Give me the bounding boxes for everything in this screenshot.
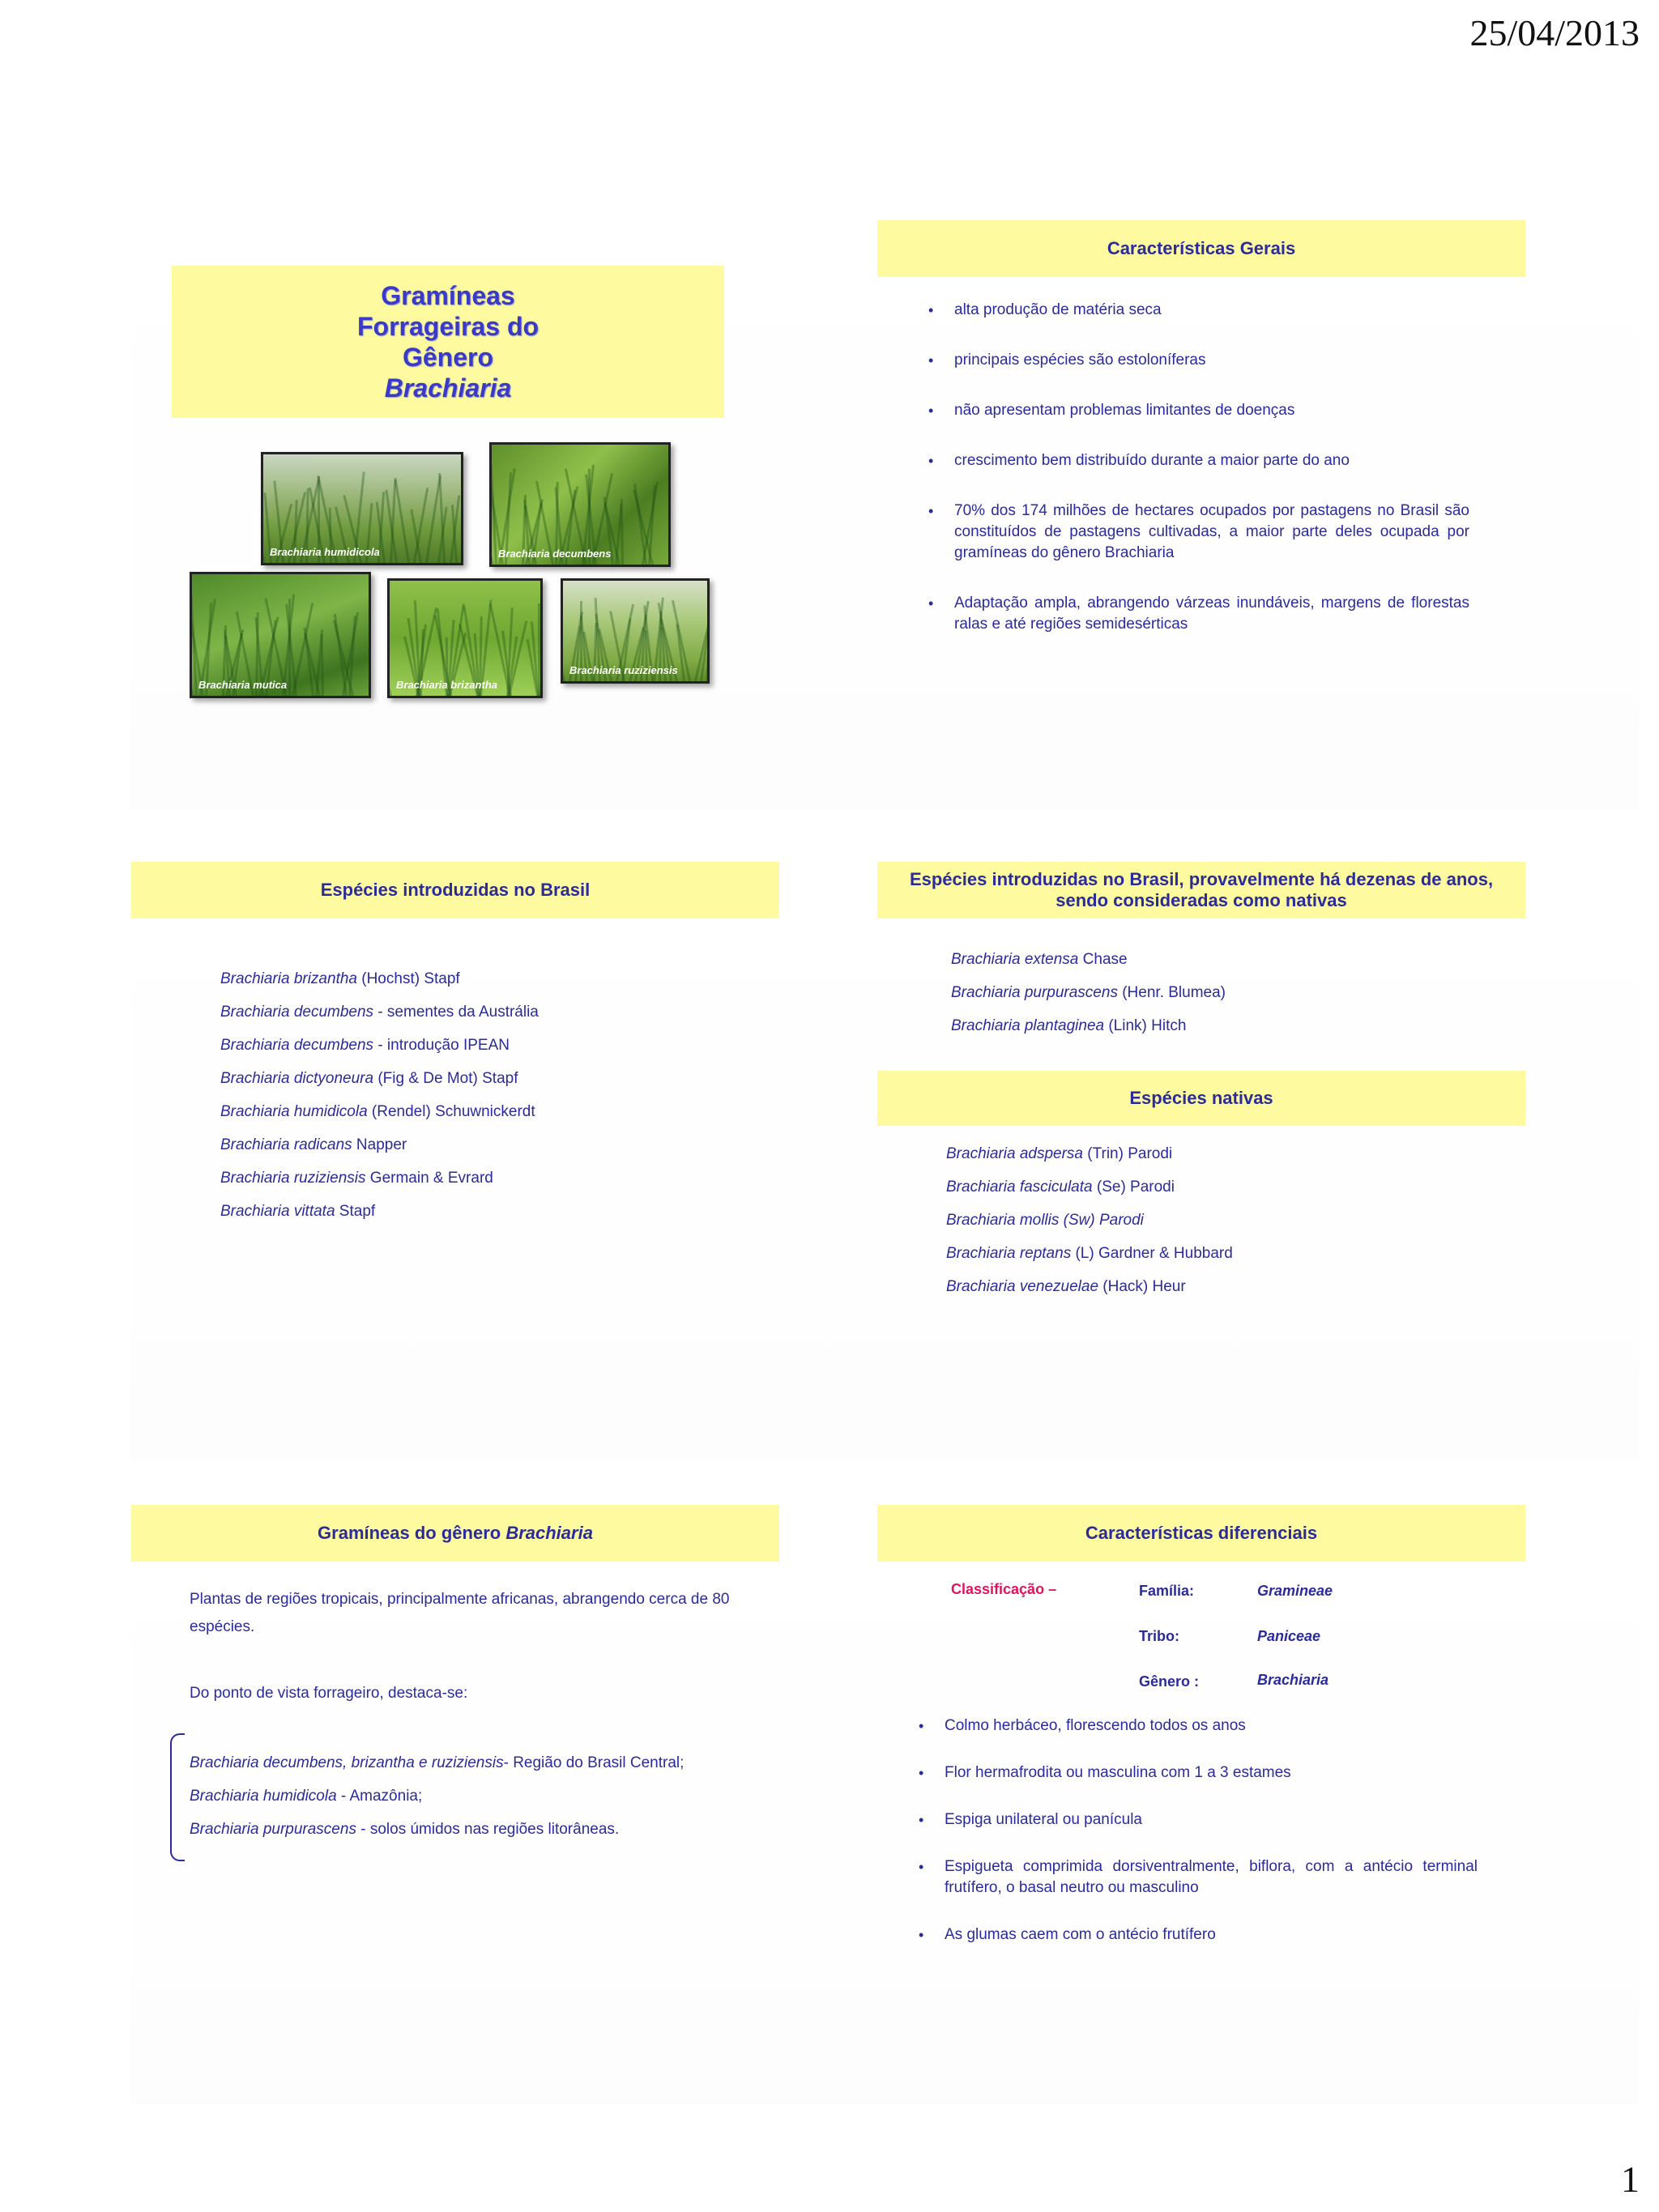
bullet-item: • Adaptação ampla, abrangendo várzeas inundáveis, margens de florestas ralas e até regiões semidesérticas — [928, 593, 1469, 635]
slide-2-bullets — [928, 300, 1469, 635]
title-line-3: Gênero — [402, 343, 494, 372]
species-item: Brachiaria brizantha (Hochst) Stapf — [220, 970, 460, 987]
photo-brachiaria-humidicola — [261, 452, 463, 565]
slide-4-species-list — [951, 943, 1226, 1042]
bullet-item: • As glumas caem com o antécio frutífero — [919, 1924, 1478, 1946]
species-item: Brachiaria ruziziensis Germain & Evrard — [220, 1170, 493, 1187]
slide-5-paragraph-2: Do ponto de vista forrageiro, destaca-se: — [190, 1685, 468, 1702]
bullet-item: • não apresentam problemas limitantes de doenças — [928, 400, 1469, 421]
species-item: Brachiaria reptans (L) Gardner & Hubbard — [946, 1245, 1233, 1262]
species-item: Brachiaria decumbens - sementes da Austrália — [220, 1004, 539, 1021]
title-line-2: Forrageiras do — [356, 312, 539, 341]
heading-text: Gramíneas do gênero — [318, 1523, 506, 1543]
slide-2-heading: Características Gerais — [877, 220, 1525, 277]
bullet-item: • Espigueta comprimida dorsiventralmente, biflora, com a antécio terminal frutífero, o basal neutro ou masculino — [919, 1856, 1478, 1899]
taxonomy-value: Brachiaria — [1257, 1672, 1329, 1688]
taxonomy-rank: Família: — [1139, 1583, 1195, 1599]
taxonomy-value: Paniceae — [1257, 1628, 1321, 1644]
slide-4-heading-2: Espécies nativas — [877, 1071, 1525, 1126]
slide-4-native-list — [946, 1137, 1233, 1303]
bullet-item: • 70% dos 174 milhões de hectares ocupados por pastagens no Brasil são constituídos de pastagens cultivadas, a maior parte deles ocupada por gramíneas do gênero Brachiaria — [928, 501, 1469, 564]
species-item: Brachiaria fasciculata (Se) Parodi — [946, 1178, 1175, 1196]
grass-blade — [394, 478, 410, 563]
slide-5-species-list — [190, 1746, 684, 1846]
grass-blade — [561, 637, 565, 682]
title-line-4: Brachiaria — [384, 373, 512, 403]
photo-brachiaria-brizantha — [387, 578, 543, 698]
bullet-item: • principais espécies são estoloníferas — [928, 350, 1469, 371]
species-item: Brachiaria decumbens, brizantha e ruziziensis- Região do Brasil Central; — [190, 1754, 684, 1771]
slide-5-heading — [131, 1505, 779, 1562]
classification-label: Classificação – — [951, 1581, 1057, 1597]
bullet-item: • crescimento bem distribuído durante a maior parte do ano — [928, 450, 1469, 471]
photo-caption: Brachiaria mutica — [198, 679, 288, 691]
photo-caption: Brachiaria humidicola — [270, 546, 380, 558]
species-item: Brachiaria humidicola (Rendel) Schuwnickerdt — [220, 1103, 535, 1120]
species-item: Brachiaria radicans Napper — [220, 1136, 407, 1153]
document-date: 25/04/2013 — [1469, 12, 1640, 53]
grass-blade — [490, 465, 497, 565]
slide-5-brace — [170, 1733, 185, 1861]
photo-brachiaria-mutica — [190, 572, 371, 698]
grass-blade — [387, 646, 392, 696]
photo-brachiaria-ruziziensis — [561, 578, 710, 684]
species-item: Brachiaria mollis (Sw) Parodi — [946, 1212, 1144, 1229]
slide-3-heading: Espécies introduzidas no Brasil — [131, 862, 779, 918]
photo-caption: Brachiaria brizantha — [396, 679, 497, 691]
species-item: Brachiaria humidicola - Amazônia; — [190, 1788, 423, 1805]
species-item: Brachiaria purpurascens (Henr. Blumea) — [951, 984, 1226, 1001]
taxonomy-rank: Gênero : — [1139, 1673, 1200, 1690]
species-item: Brachiaria adspersa (Trin) Parodi — [946, 1145, 1173, 1162]
grass-blade — [261, 515, 266, 563]
page-number: 1 — [1621, 2159, 1640, 2200]
heading-italic: Brachiaria — [505, 1523, 593, 1543]
slide-6-bullets — [919, 1715, 1478, 1946]
bullet-item: • Flor hermafrodita ou masculina com 1 a 3 estames — [919, 1762, 1478, 1784]
slide-4-heading: Espécies introduzidas no Brasil, provavelmente há dezenas de anos, sendo consideradas como nativas — [877, 862, 1525, 918]
bullet-item: • Espiga unilateral ou panícula — [919, 1809, 1478, 1831]
title-line-1: Gramíneas — [381, 281, 515, 310]
species-item: Brachiaria venezuelae (Hack) Heur — [946, 1278, 1186, 1295]
photo-caption: Brachiaria decumbens — [498, 548, 612, 560]
slide-5-paragraph-1: Plantas de regiões tropicais, principalmente africanas, abrangendo cerca de 80 espécies. — [190, 1591, 730, 1635]
species-item: Brachiaria purpurascens - solos úmidos nas regiões litorâneas. — [190, 1821, 620, 1838]
taxonomy-rank: Tribo: — [1139, 1628, 1179, 1644]
species-item: Brachiaria extensa Chase — [951, 951, 1128, 968]
slide-1-title — [172, 266, 724, 418]
slide-3-species-list — [220, 962, 539, 1228]
photo-brachiaria-decumbens — [489, 442, 671, 567]
taxonomy-value: Gramineae — [1257, 1583, 1333, 1599]
species-item: Brachiaria plantaginea (Link) Hitch — [951, 1017, 1187, 1034]
species-item: Brachiaria decumbens - introdução IPEAN — [220, 1037, 510, 1054]
species-item: Brachiaria dictyoneura (Fig & De Mot) Stapf — [220, 1070, 518, 1087]
grass-blade — [190, 595, 198, 696]
photo-caption: Brachiaria ruziziensis — [569, 664, 678, 676]
bullet-item: • alta produção de matéria seca — [928, 300, 1469, 321]
bullet-item: • Colmo herbáceo, florescendo todos os anos — [919, 1715, 1478, 1737]
slide-6-heading: Características diferenciais — [877, 1505, 1525, 1562]
species-item: Brachiaria vittata Stapf — [220, 1203, 376, 1220]
